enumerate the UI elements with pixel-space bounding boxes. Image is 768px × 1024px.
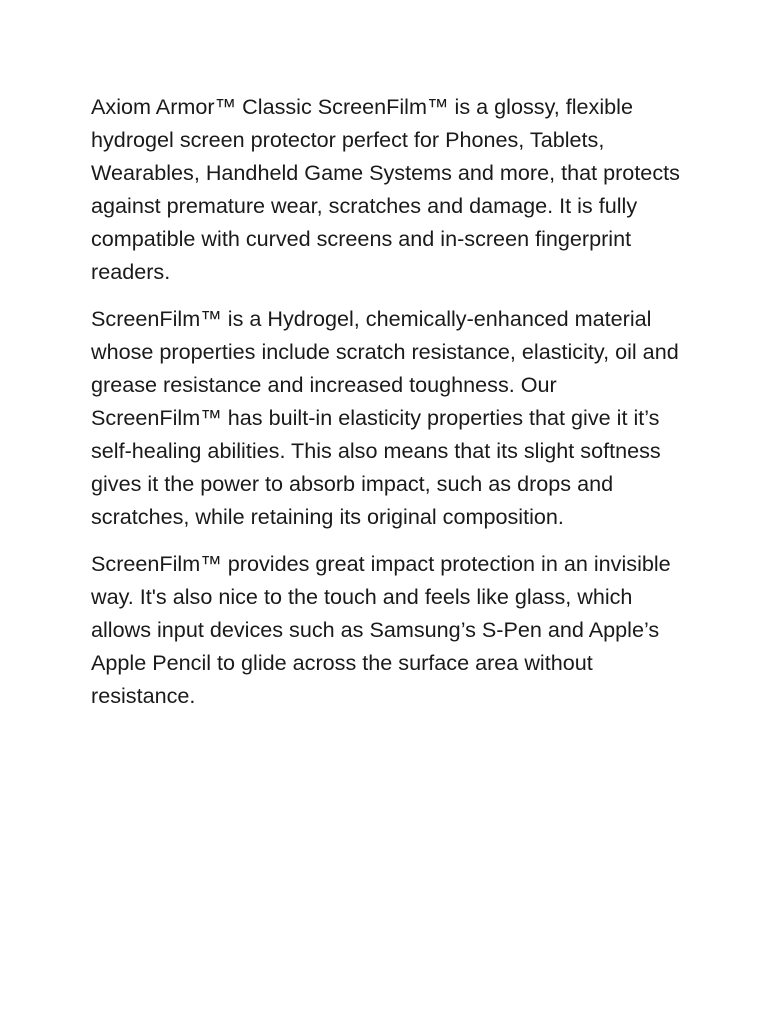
paragraph-product-intro: Axiom Armor™ Classic ScreenFilm™ is a glossy, flexible hydrogel screen protector perfect for Phones, Tablets, Wearables, Handheld Game Systems and more, that protects against premature wear, scratches and damage. It is fully compatible with curved screens and in-screen fingerprint readers. [91,94,680,284]
paragraph-impact-protection: ScreenFilm™ provides great impact protection in an invisible way. It's also nice to the touch and feels like glass, which allows input devices such as Samsung’s S-Pen and Apple’s Apple Pencil to glide across the surface area without resistance. [91,551,671,708]
paragraph-material-properties: ScreenFilm™ is a Hydrogel, chemically-enhanced material whose properties include scratch resistance, elasticity, oil and grease resistance and increased toughness. Our ScreenFilm™ has built-in elasticity properties that give it it’s self-healing abilities. This also means that its slight softness gives it the power to absorb impact, such as drops and scratches, while retaining its original composition. [91,306,679,529]
document-body [91,90,691,726]
